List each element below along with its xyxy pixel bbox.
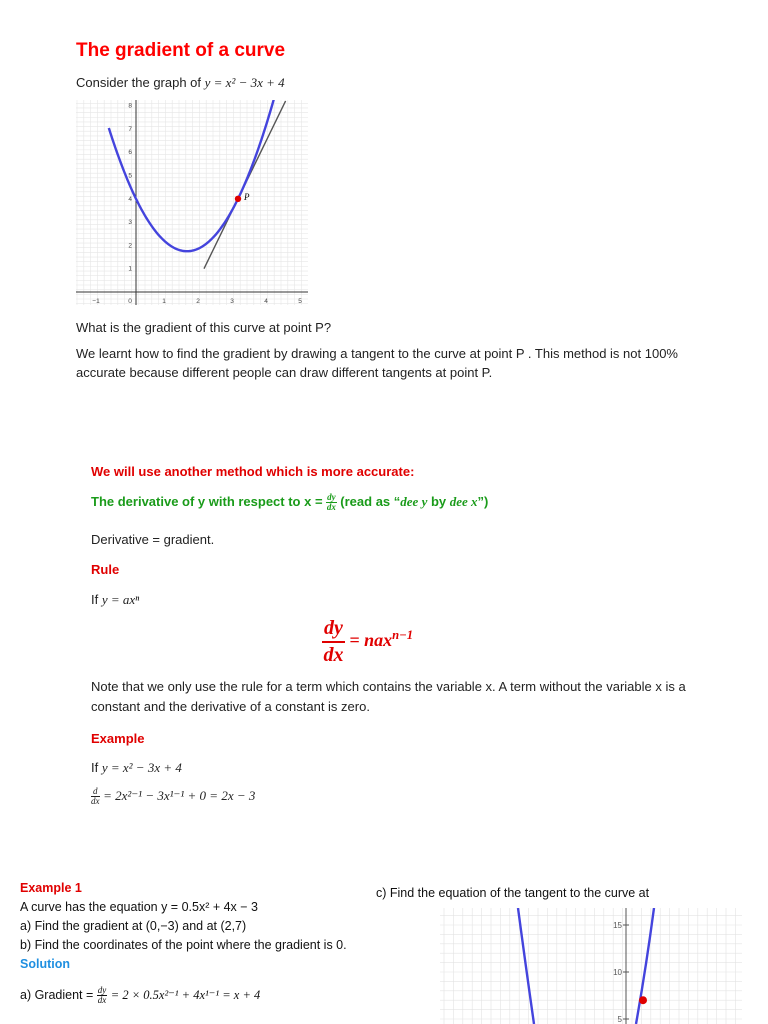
x-tick-label: 1 [162, 298, 166, 305]
gradient-frac-denominator: dx [97, 995, 107, 1006]
derivative-read-close: ”) [477, 494, 489, 509]
example-if-equation: y = x² − 3x + 4 [101, 760, 182, 775]
graph-parabola [76, 100, 308, 305]
gradient-fraction [97, 986, 108, 1005]
y-tick-label: 10 [613, 968, 622, 977]
part-c-text: c) Find the equation of the tangent to the curve at [376, 886, 650, 900]
example-result-line [91, 786, 255, 806]
intro-equation: y = x² − 3x + 4 [204, 75, 285, 90]
example-label: Example [91, 731, 145, 746]
gradient-rhs: = 2 × 0.5x²⁻¹ + 4x¹⁻¹ = x + 4 [110, 988, 261, 1002]
y-tick-label: 5 [617, 1015, 622, 1024]
method-heading: We will use another method which is more accurate: [91, 464, 415, 479]
y-tick-label: 2 [128, 242, 132, 250]
result-frac-numerator: d [93, 786, 98, 797]
rule-frac-numerator: dy [322, 618, 345, 643]
derivative-dee-y: dee y [400, 494, 428, 509]
y-tick-label: 7 [128, 125, 132, 133]
rule-if-line [91, 590, 139, 609]
page-title: The gradient of a curve [76, 40, 286, 61]
d-dx-fraction [91, 787, 100, 806]
example1-solution-label: Solution [20, 957, 70, 971]
graph2-tick-labels [613, 921, 629, 1024]
example1-block [20, 879, 347, 1005]
derivative-equals-gradient: Derivative = gradient. [91, 532, 215, 547]
y-tick-label: 5 [128, 172, 132, 180]
derivative-definition [91, 492, 488, 512]
gradient-prefix: a) Gradient = [20, 988, 94, 1002]
rule-label: Rule [91, 562, 120, 577]
graph2-point [639, 996, 647, 1004]
y-tick-label: 4 [128, 195, 132, 203]
graph2-grid [440, 908, 742, 1024]
frac-denominator: dx [326, 502, 336, 513]
rule-formula-exponent: n−1 [392, 628, 414, 643]
paragraph-tangent: We learnt how to find the gradient by drawing a tangent to the curve at point P . This method is not 100% accurate because different people can draw different tangents at point P. [76, 346, 678, 380]
rule-frac-denominator: dx [323, 644, 344, 666]
graph-example1 [440, 908, 742, 1024]
x-tick-label: 5 [298, 298, 302, 305]
y-tick-label: 6 [128, 149, 132, 157]
example-if-text: If [91, 760, 102, 775]
derivative-dee-x: dee x [449, 494, 478, 509]
note-paragraph: Note that we only use the rule for a term which contains the variable x. A term without the variable x is a constant and the derivative of a constant is zero. [91, 679, 686, 714]
question-line: What is the gradient of this curve at point P? [76, 320, 332, 335]
frac-numerator: dy [327, 492, 336, 503]
example-if-line [91, 758, 182, 777]
graph2-curve-left [518, 908, 534, 1024]
result-frac-denominator: dx [91, 796, 100, 807]
gradient-frac-numerator: dy [97, 985, 107, 996]
rule-if-equation: y = axⁿ [101, 592, 140, 607]
example1-label: Example 1 [20, 881, 82, 895]
derivative-by: by [427, 494, 450, 509]
example1-part-a: a) Find the gradient at (0,−3) and at (2,7) [20, 919, 247, 933]
rule-formula-rhs: = nax [349, 630, 393, 651]
y-tick-label: 1 [128, 265, 132, 273]
derivative-prefix: The derivative of y with respect to x = [91, 494, 323, 509]
rule-formula [322, 618, 413, 666]
x-tick-label: 2 [196, 298, 200, 305]
point-p-label: P [244, 191, 250, 202]
example-result-rhs: = 2x²⁻¹ − 3x¹⁻¹ + 0 = 2x − 3 [103, 788, 256, 803]
dy-dx-fraction [326, 493, 337, 512]
rule-if-text: If [91, 592, 102, 607]
parabola-curve [109, 100, 274, 251]
y-tick-label: 15 [613, 921, 622, 930]
intro-text: Consider the graph of [76, 75, 205, 90]
point-p [235, 196, 241, 202]
example1-gradient-line [20, 986, 347, 1005]
example1-equation: A curve has the equation y = 0.5x² + 4x − 3 [20, 900, 259, 914]
y-tick-label: 8 [128, 102, 132, 110]
x-tick-label: 3 [230, 298, 234, 305]
x-tick-label: 0 [128, 298, 132, 305]
x-tick-label: 4 [264, 298, 268, 305]
graph2-curve-right [636, 908, 654, 1024]
derivative-read-open: (read as “ [340, 494, 401, 509]
example1-part-b: b) Find the coordinates of the point where the gradient is 0. [20, 938, 347, 952]
intro-line [76, 73, 285, 92]
x-tick-label: −1 [92, 298, 100, 305]
y-tick-label: 3 [128, 219, 132, 227]
question-text [76, 318, 331, 337]
rule-fraction [322, 618, 345, 666]
